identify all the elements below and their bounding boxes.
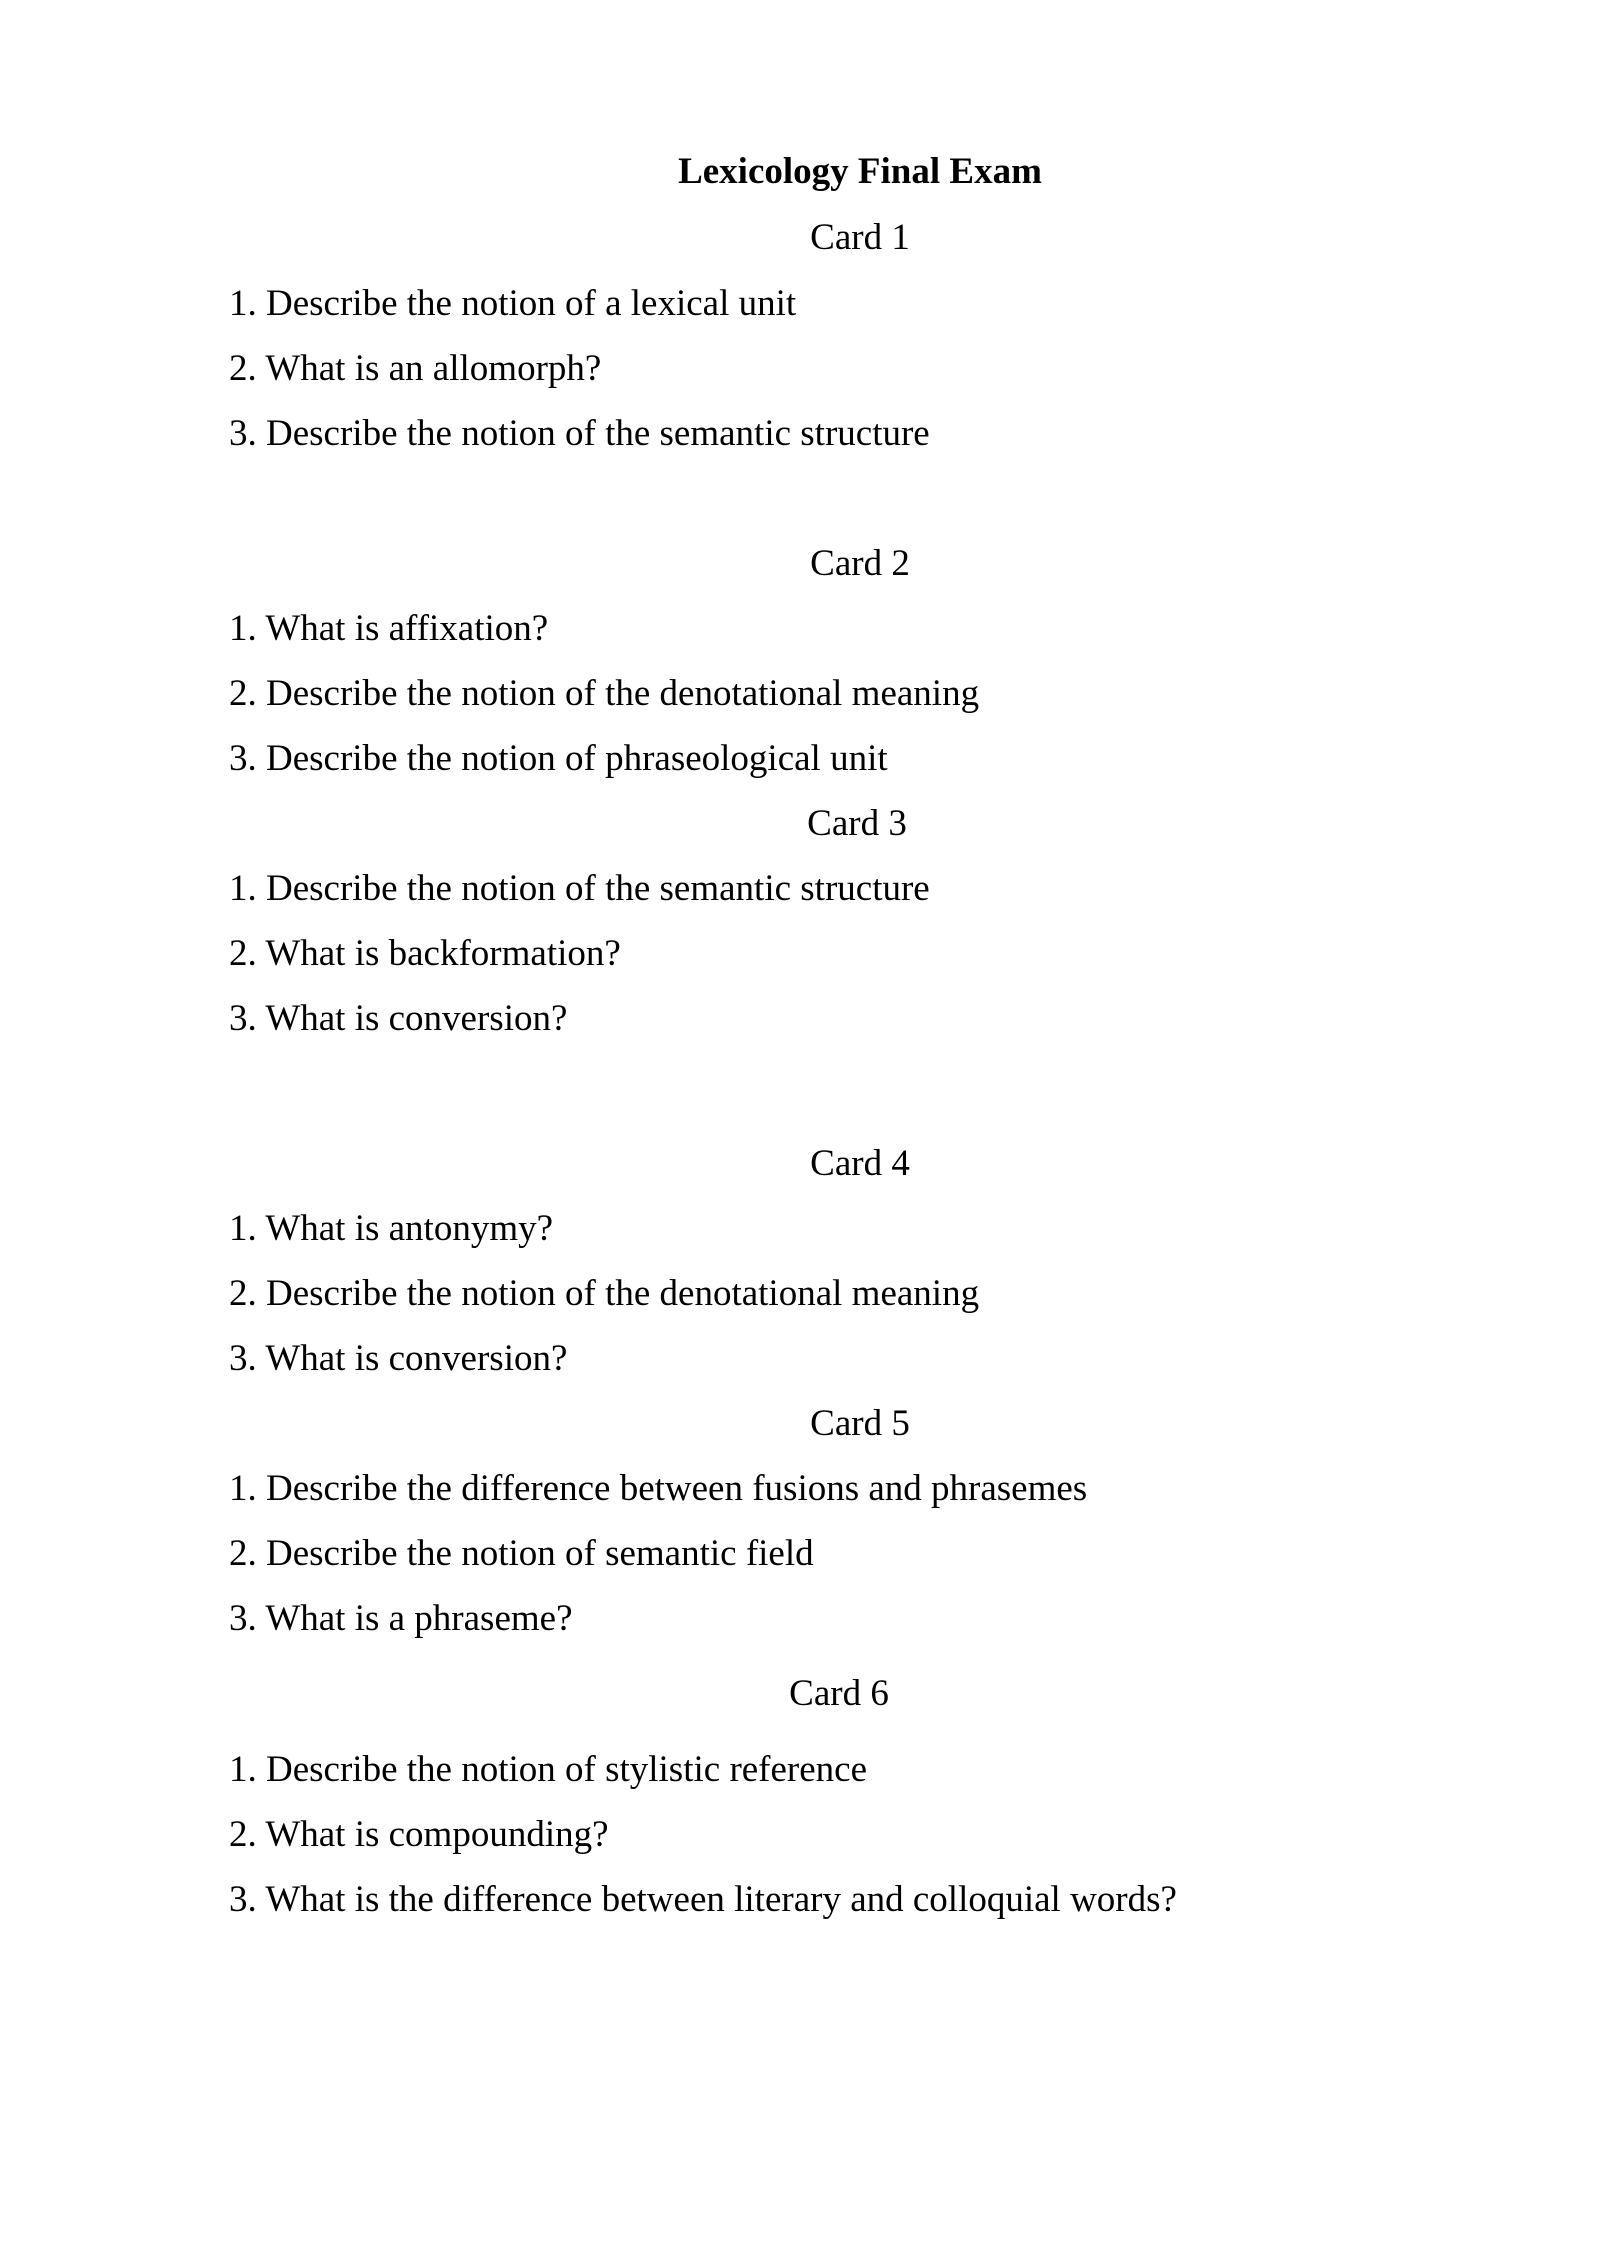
question-item: 3. What is conversion? [229,998,568,1039]
card-heading: Card 5 [810,1403,910,1444]
question-item: 1. What is antonymy? [229,1208,554,1249]
card-heading: Card 3 [807,803,907,844]
card-heading: Card 1 [810,217,910,258]
question-item: 3. Describe the notion of phraseological unit [229,738,888,779]
card-heading: Card 6 [789,1673,889,1714]
question-item: 2. What is an allomorph? [229,348,602,389]
question-item: 2. Describe the notion of the denotational meaning [229,1273,980,1314]
question-item: 2. What is compounding? [229,1814,609,1855]
question-item: 2. What is backformation? [229,933,621,974]
question-item: 2. Describe the notion of the denotational meaning [229,673,980,714]
question-item: 1. Describe the difference between fusions and phrasemes [229,1468,1088,1509]
question-item: 3. Describe the notion of the semantic structure [229,413,930,454]
card-heading: Card 2 [810,543,910,584]
question-item: 1. What is affixation? [229,608,549,649]
question-item: 3. What is conversion? [229,1338,568,1379]
question-item: 2. Describe the notion of semantic field [229,1533,814,1574]
question-item: 1. Describe the notion of stylistic reference [229,1749,868,1790]
question-item: 1. Describe the notion of a lexical unit [229,283,797,324]
question-item: 3. What is a phraseme? [229,1598,573,1639]
question-item: 1. Describe the notion of the semantic structure [229,868,930,909]
page-title: Lexicology Final Exam [678,151,1042,192]
question-item: 3. What is the difference between literary and colloquial words? [229,1879,1177,1920]
card-heading: Card 4 [810,1143,910,1184]
